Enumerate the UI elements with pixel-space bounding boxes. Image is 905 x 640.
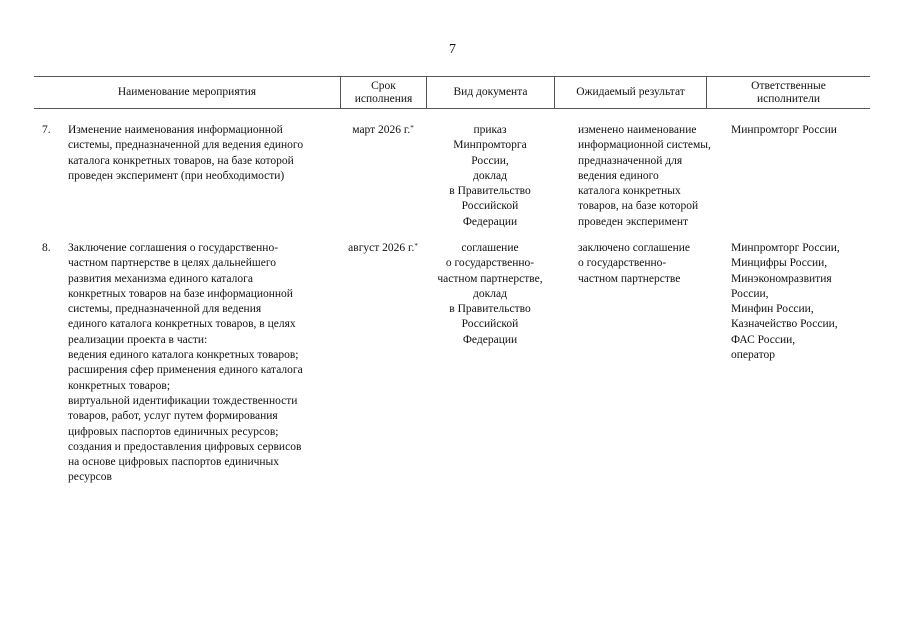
responsible-line: Минпромторг России	[731, 124, 837, 136]
header-term	[340, 77, 426, 108]
document-type-line: доклад	[473, 169, 507, 182]
measure-name-line: товаров, работ, услуг путем формирования	[68, 410, 278, 423]
measure-name-line: системы, предназначенной для ведения	[68, 303, 262, 316]
measure-name-line: виртуальной идентификации тождественности	[68, 394, 298, 407]
footnote-mark: *	[410, 124, 414, 132]
document-type-line: о государственно-	[445, 257, 535, 270]
term	[340, 123, 426, 138]
measure-name-line: Заключение соглашения о государственно-	[68, 242, 279, 254]
responsible-line: Минцифры России,	[731, 257, 828, 270]
page-number: 7	[449, 42, 456, 57]
expected-result-line: информационной системы,	[578, 139, 711, 152]
term-text: август 2026 г.	[348, 242, 415, 254]
document-type-line: приказ	[473, 124, 507, 136]
measure-name-line: развития механизма единого каталога	[68, 272, 253, 285]
header-resp-line1: Ответственные	[751, 79, 826, 92]
measure-name	[68, 123, 338, 184]
header-resp-line2: исполнители	[756, 92, 821, 105]
footnote-mark: *	[414, 242, 418, 250]
document-type	[426, 123, 554, 230]
document-type-line: доклад	[473, 287, 507, 300]
measure-name-line: системы, предназначенной для ведения единого	[68, 139, 304, 152]
responsible-line: России,	[731, 287, 769, 300]
row-number: 8.	[42, 242, 51, 254]
measure-name-line: ведения единого каталога конкретных товаров;	[68, 349, 299, 362]
responsible-line: Минфин России,	[731, 303, 814, 316]
term	[340, 241, 426, 256]
measure-name-line: единого каталога конкретных товаров, в целях	[68, 318, 296, 331]
measure-name	[68, 241, 338, 486]
document-type-line: Российской	[461, 200, 519, 213]
document-type-line: Российской	[461, 318, 519, 331]
measure-name-line: на основе цифровых паспортов единичных	[68, 456, 280, 469]
expected-result	[578, 241, 718, 287]
table-header-row	[34, 76, 870, 109]
responsible-line: ФАС России,	[731, 333, 796, 346]
measure-name-line: конкретных товаров;	[68, 379, 171, 392]
document-type	[426, 241, 554, 348]
measure-name-line: каталога конкретных товаров, на базе которой	[68, 154, 294, 167]
header-measure-name: Наименование мероприятия	[117, 86, 257, 98]
document-type-line: России,	[471, 154, 509, 167]
expected-result-line: каталога конкретных	[578, 185, 681, 198]
measure-name-line: проведен эксперимент (при необходимости)	[68, 169, 285, 182]
measure-name-line: реализации проекта в части:	[68, 333, 208, 346]
expected-result-line: частном партнерстве	[578, 272, 681, 285]
document-type-line: соглашение	[461, 242, 519, 254]
measure-name-line: цифровых паспортов единичных ресурсов;	[68, 425, 279, 438]
measure-name-line: частном партнерстве в целях дальнейшего	[68, 257, 277, 270]
expected-result-line: заключено соглашение	[578, 242, 690, 254]
responsible	[731, 123, 871, 138]
measure-name-line: создания и предоставления цифровых сервисов	[68, 440, 302, 453]
term-text: март 2026 г.	[352, 124, 411, 136]
document-type-line: в Правительство	[449, 303, 531, 316]
header-expected-result: Ожидаемый результат	[554, 77, 706, 108]
measure-name-line: расширения сфер применения единого каталога	[68, 364, 303, 377]
responsible	[731, 241, 871, 363]
measure-name-line: ресурсов	[68, 471, 112, 484]
responsible-line: Минэкономразвития	[731, 272, 832, 285]
responsible-line: Минпромторг России,	[731, 242, 840, 254]
responsible-line: оператор	[731, 349, 775, 362]
header-term-line1: Срок	[371, 79, 396, 92]
document-type-line: Федерации	[462, 215, 518, 228]
document-type-line: Федерации	[462, 333, 518, 346]
document-type-line: частном партнерстве,	[437, 272, 543, 285]
expected-result-line: проведен эксперимент	[578, 215, 689, 228]
expected-result-line: изменено наименование	[578, 124, 697, 136]
document-type-line: в Правительство	[449, 185, 531, 198]
expected-result-line: товаров, на базе которой	[578, 200, 699, 213]
expected-result-line: предназначенной для	[578, 154, 683, 167]
measures-table	[34, 76, 870, 109]
measure-name-line: конкретных товаров на базе информационной	[68, 287, 293, 300]
expected-result-line: о государственно-	[578, 257, 667, 270]
row-number: 7.	[42, 124, 51, 136]
header-responsible	[706, 77, 870, 108]
expected-result	[578, 123, 718, 230]
header-document-type: Вид документа	[426, 77, 554, 108]
expected-result-line: ведения единого	[578, 169, 659, 182]
document-type-line: Минпромторга	[453, 139, 527, 152]
responsible-line: Казначейство России,	[731, 318, 838, 331]
header-term-line2: исполнения	[354, 92, 413, 105]
measure-name-line: Изменение наименования информационной	[68, 124, 283, 136]
